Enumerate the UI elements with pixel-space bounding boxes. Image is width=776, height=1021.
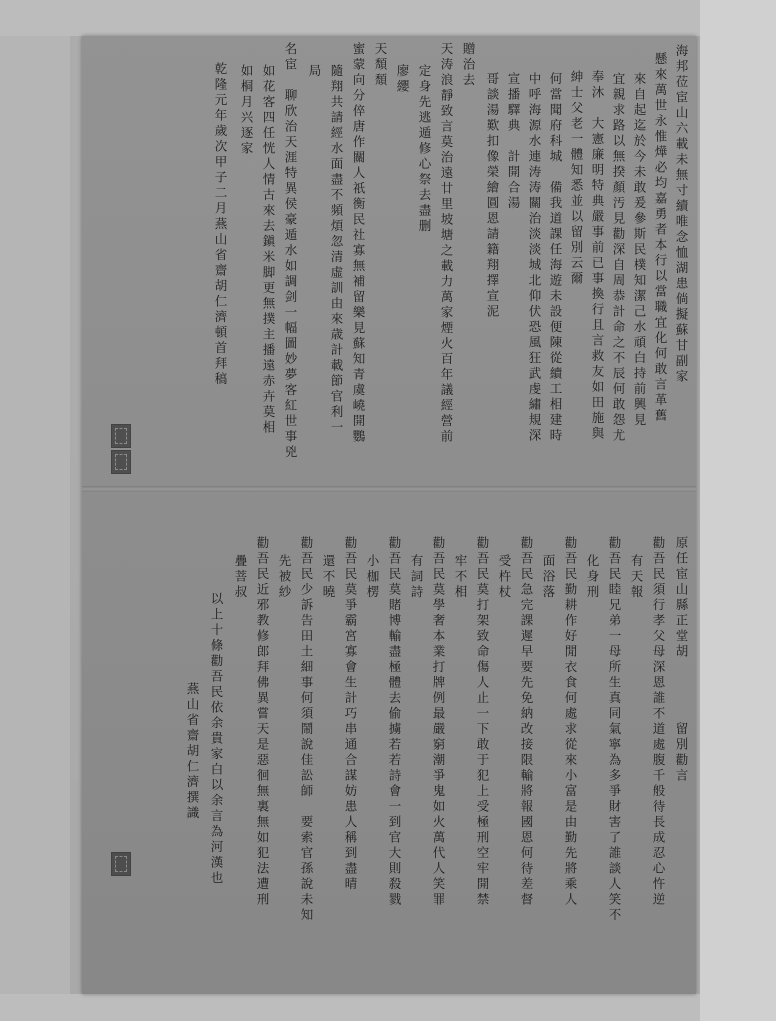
lower-col-2: 勸吾民須行孝父母深恩誰不道處腹千般待長成忍心忤逆 (651, 536, 666, 908)
lower-col-23: 燕山省齋胡仁濟撰識 (185, 682, 200, 822)
upper-col-16: 蜜蒙向分倅唐作關人祇衡民社寡無補留樂見蘇知青虞嶢開鸚 (351, 42, 366, 445)
upper-col-9: 宣播驛典 計開合湯 (506, 72, 521, 212)
upper-col-19: 名宦 聊欣治天涯特異侯豪遁水如調剑一幅圖妙夢客紅世事兇 (283, 42, 298, 461)
calligraphy-document (82, 36, 696, 994)
upper-col-21: 如桐月兴逐家 (239, 64, 254, 157)
upper-col-14: 廖纓 (395, 64, 410, 95)
lower-col-11: 牢不相 (453, 554, 468, 601)
lower-col-10: 勸吾民莫打架致命傷人止一下敢于犯上受極刑空牢開禁 (475, 536, 490, 908)
upper-col-12: 天涛浪靜致言莫治遠廿里坡塘之載力萬家煙火百年議經營前 (439, 42, 454, 445)
wall-background-right (700, 0, 776, 1021)
wall-background-top (0, 0, 776, 36)
lower-col-5: 化身刑 (585, 554, 600, 601)
wall-background-left (0, 0, 70, 1021)
upper-col-22: 乾隆元年歲次甲子二月燕山省齋胡仁濟頓首拜稿 (213, 62, 228, 388)
lower-col-9: 受杵杖 (497, 554, 512, 601)
upper-col-3: 來自起迄於今未敢爰參斯民樸知潔己水頑白持前興見 (632, 72, 647, 429)
upper-col-18: 局 (307, 64, 322, 80)
lower-col-17: 還不曉 (321, 554, 336, 601)
upper-col-11: 贈治去 (461, 42, 476, 89)
upper-col-10: 哥談湯歎扣像榮繪圓恩請籍翔擇宣泥 (485, 72, 500, 320)
lower-col-18: 勸吾民少訴告田土細事何須鬧說佳訟師 要索官孫說未知 (299, 536, 314, 924)
upper-col-15: 天頽頹 (373, 42, 388, 89)
lower-col-4: 勸吾民睦兄弟一母所生真同氣寧為多爭財害了誰談人笑不 (607, 536, 622, 924)
lower-col-3: 有天報 (629, 554, 644, 601)
fold-line (82, 486, 696, 492)
upper-col-2: 懸來萬世永惟燁必均嘉勇者本行以當職宜化何敢言革舊 (653, 52, 668, 424)
lower-col-6: 勸吾民勤耕作好閒衣食何處求從來小富是由勤先將乘人 (563, 536, 578, 908)
lower-col-21: 疊菩叔 (233, 554, 248, 601)
lower-col-12: 勸吾民莫學奢本業打牌例最嚴窮潮爭鬼如火萬代人笑罪 (431, 536, 446, 908)
upper-col-1: 海邦莅宦山六載未無寸續唯念恤湖患倘擬蘇甘副家 (674, 44, 689, 385)
lower-col-16: 勸吾民莫爭霸宮寡會生計巧串通合謀妨患人稱到盡晴 (343, 536, 358, 893)
lower-col-7: 面浴落 (541, 554, 556, 601)
lower-col-15: 小枷楞 (365, 554, 380, 601)
wall-background-bottom (0, 994, 776, 1021)
lower-col-19: 先被紗 (277, 554, 292, 601)
upper-col-13: 定身先逃遁修心祭去盡删 (417, 64, 432, 235)
seal-lower-1 (111, 852, 131, 876)
lower-col-20: 勸吾民近邪教修郎拜佛異嘗天是惡徊無裏無如犯法遭刑 (255, 536, 270, 908)
upper-col-17: 隨翔共請經水面盡不頻煩忽清虛訓由來歳計載節官利一 (329, 64, 344, 436)
lower-col-22: 以上十條勸吾民依余貴家白以余言為河漢也 (209, 592, 224, 887)
upper-col-8: 中呼海源水連涛涛關治淡淡城北仰伏恐風狂武虔繡規深 (527, 72, 542, 444)
upper-col-5: 奉沐 大憲廉明特典嚴事前已事換行且言救友如田施與 (590, 70, 605, 442)
lower-col-13: 有詞詩 (409, 554, 424, 601)
upper-col-4: 宜親求路以無揆顏汚見勸深自周恭計命之不辰何敢怨尤 (611, 72, 626, 444)
seal-upper-1 (111, 424, 131, 448)
upper-col-20: 如花客四任恍人情古來去鎭米脚更無撲主播遠赤卉莫相 (261, 64, 276, 436)
seal-upper-2 (111, 450, 131, 474)
lower-col-8: 勸吾民急完課遲早要先免納改接限輸將報國恩何待差督 (519, 536, 534, 908)
lower-col-14: 勸吾民莫賭博輸盡極體去偷擄若若詩會一到官大則殺戮 (387, 536, 402, 908)
upper-col-6: 紳士父老一體知悉並以留別云爾 (569, 70, 584, 287)
lower-col-1: 原任宦山縣正堂胡 留別勸言 (674, 536, 689, 784)
upper-col-7: 何當聞府科城 備我道課任海遊未設便陳從續工相建時 (548, 72, 563, 444)
